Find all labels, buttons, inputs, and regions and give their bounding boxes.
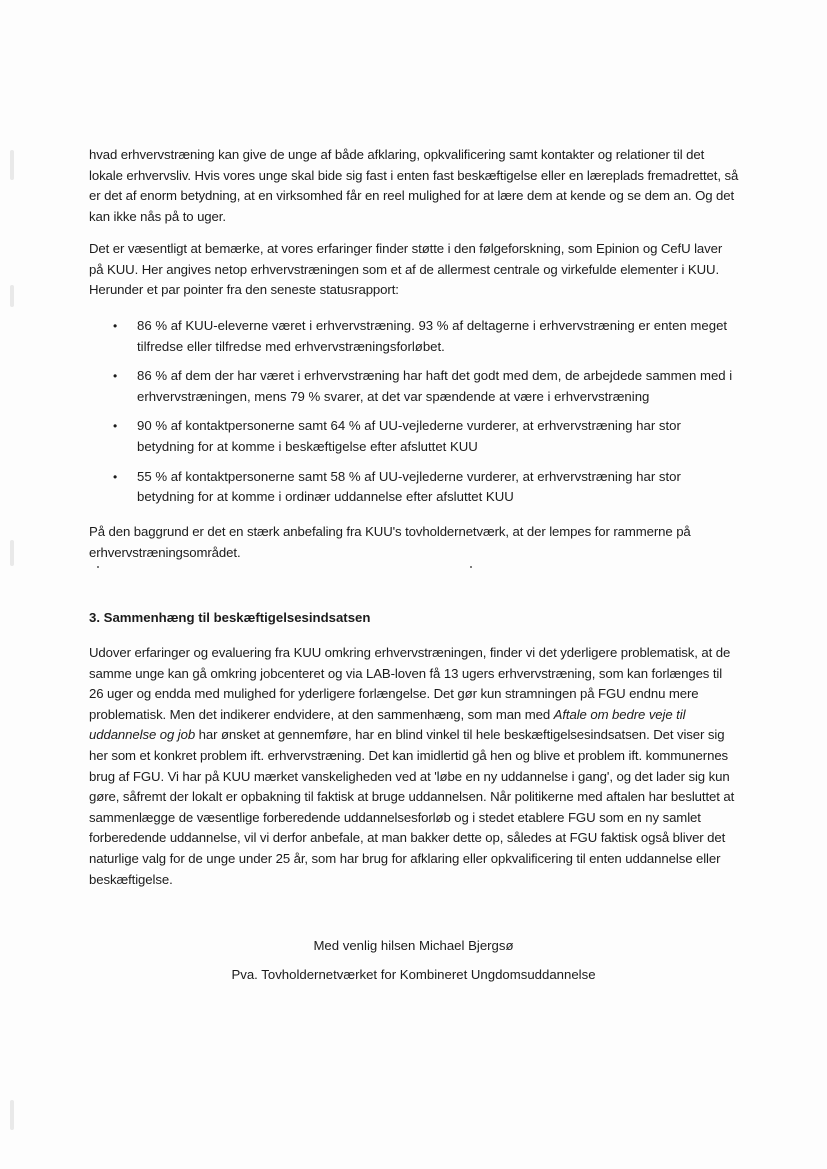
scan-speck	[97, 566, 99, 568]
list-item	[110, 416, 735, 457]
list-item	[110, 366, 735, 407]
list-item	[110, 467, 735, 508]
scan-margin-mark	[10, 540, 14, 566]
scan-speck	[470, 566, 472, 568]
list-item-text: 86 % af dem der har været i erhvervstræning har haft det godt med dem, de arbejdede sammen med i erhvervstræningen, mens 79 % svarer, at det var spændende at være i erhvervstræning	[137, 368, 733, 404]
list-item	[110, 316, 735, 357]
section-heading: 3. Sammenhæng til beskæftigelsesindsatsen	[89, 610, 371, 625]
paragraph-text: På den baggrund er det en stærk anbefaling fra KUU's tovholdernetværk, at der lempes for rammerne på erhvervstræningsområdet.	[89, 524, 691, 560]
signoff-greeting: Med venlig hilsen Michael Bjergsø	[313, 938, 514, 953]
agreement-title: Aftale om bedre veje til uddannelse og job	[89, 706, 686, 743]
list-item-text: 90 % af kontaktpersonerne samt 64 % af UU-vejlederne vurderer, at erhvervstræning har stor betydning for at komme i beskæftigelse efter afsluttet KUU	[137, 418, 681, 454]
body-paragraph	[89, 145, 739, 227]
bullet-list	[110, 316, 735, 517]
list-item-text: 86 % af KUU-eleverne været i erhvervstræning. 93 % af deltagerne i erhvervstræning er enten meget tilfredse eller tilfredse med erhvervstræningsforløbet.	[137, 318, 728, 354]
bullet-icon: •	[113, 469, 118, 484]
bullet-icon: •	[113, 319, 118, 333]
scan-margin-mark	[10, 285, 14, 307]
list-item-text: 55 % af kontaktpersonerne samt 58 % af UU-vejlederne vurderer, at erhvervstræning har stor betydning for at komme i ordinær uddannelse efter afsluttet KUU	[137, 468, 681, 505]
signoff-organization: Pva. Tovholdernetværket for Kombineret Ungdomsuddannelse	[231, 967, 596, 982]
bullet-icon: •	[113, 369, 118, 384]
scan-margin-mark	[10, 1100, 14, 1130]
paragraph-text: hvad erhvervstræning kan give de unge af både afklaring, opkvalificering samt kontakter og relationer til det lokale erhvervsliv. Hvis vores unge skal bide sig fast i enten fast beskæftigelse eller en læreplads fremadrettet, så er det af enorm betydning, at en virksomhed får en reel mulighed for at lære dem at kende og se dem an. Og det kan ikke nås på to uger.	[89, 147, 739, 224]
body-paragraph	[89, 239, 739, 301]
body-paragraph	[89, 643, 739, 890]
paragraph-text-part: Udover erfaringer og evaluering fra KUU omkring erhvervstræningen, finder vi det yderligere problematisk, at de samme unge kan gå omkring jobcenteret og via LAB-loven få 13 ugers erhvervstræning, som kan forlænges til 26 uger og endda med mulighed for yderligere forlængelse. Det gør kun stramningen på FGU endnu mere problematisk. Men det indikerer endvidere, at den sammenhæng, som man med	[89, 645, 731, 722]
paragraph-text-part: har ønsket at gennemføre, har en blind vinkel til hele beskæftigelsesindsatsen. Det viser sig her som et konkret problem ift. erhvervstræning. Det kan imidlertid gå hen og blive et problem ift. kommunernes brug af FGU. Vi har på KUU mærket vanskeligheden ved at 'løbe en ny uddannelse i gang', og det lader sig kun gøre, såfremt der lokalt er opbakning til faktisk at bruge uddannelsen. Når politikerne med aftalen har besluttet at sammenlægge de væsentlige forberedende uddannelsesforløb og i stedet etablere FGU som en ny samlet forberedende uddannelse, vil vi derfor anbefale, at man bakker dette op, således at FGU faktisk også bliver det naturlige valg for de unge under 25 år, som har brug for afklaring eller opkvalificering til enten uddannelse eller beskæftigelse.	[89, 727, 735, 887]
bullet-icon: •	[113, 419, 118, 434]
scan-margin-mark	[10, 150, 14, 180]
body-paragraph	[89, 522, 739, 563]
paragraph-text	[89, 643, 739, 890]
paragraph-text: Det er væsentligt at bemærke, at vores erfaringer finder støtte i den følgeforskning, som Epinion og CefU laver på KUU. Her angives netop erhvervstræningen som et af de allermest centrale og virkefulde elementer i KUU. Herunder et par pointer fra den seneste statusrapport:	[89, 241, 723, 298]
